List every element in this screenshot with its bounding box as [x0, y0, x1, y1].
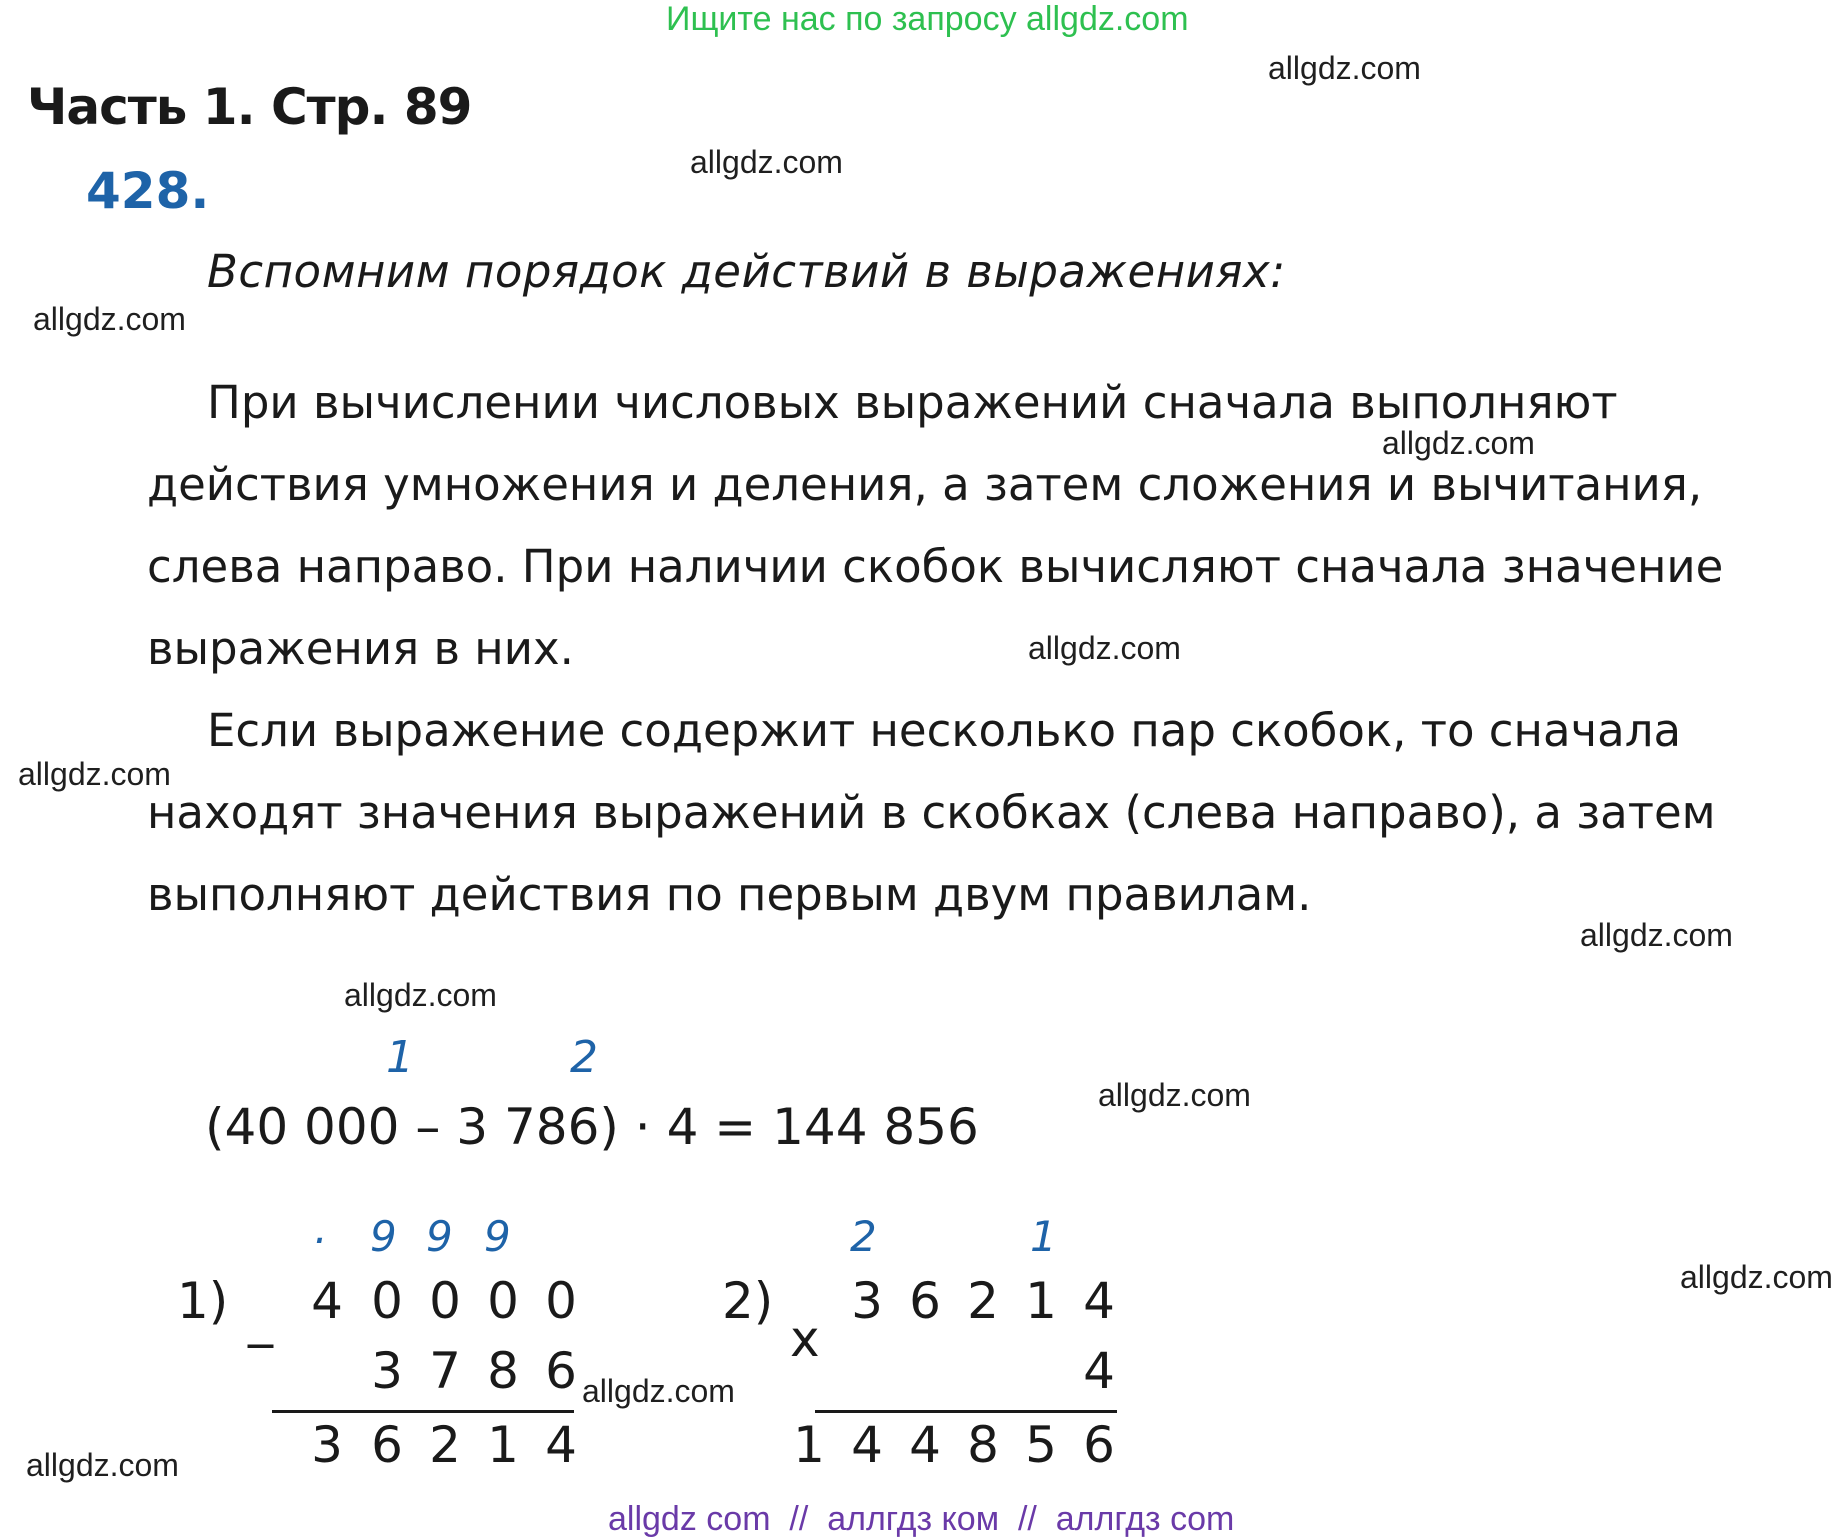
digit: 1 [487, 1416, 519, 1474]
watermark: allgdz.com [1580, 917, 1733, 953]
watermark: allgdz.com [33, 301, 186, 337]
digit: 2 [429, 1416, 461, 1474]
watermark: allgdz.com [26, 1447, 179, 1483]
watermark: allgdz.com [1680, 1259, 1833, 1295]
expression: (40 000 – 3 786) · 4 = 144 856 [205, 1098, 979, 1156]
calc2-top-row [838, 1272, 1128, 1330]
calc2-carry: 1 [1030, 1212, 1057, 1261]
digit: 4 [851, 1416, 883, 1474]
digit: 8 [967, 1416, 999, 1474]
digit: 0 [545, 1272, 577, 1330]
page-heading: Часть 1. Стр. 89 [27, 78, 472, 136]
calc1-carry: 9 [370, 1212, 397, 1261]
calc1-top-row [296, 1272, 590, 1330]
watermark: allgdz.com [1028, 630, 1181, 666]
calc2-label: 2) [722, 1272, 774, 1330]
calc1-label: 1) [177, 1272, 229, 1330]
rule-paragraph: Если выражение содержит несколько пар скобок, то сначала находят значения выражений в скобках (слева направо), а затем выполняют действия по первым двум правилам. [147, 704, 1716, 921]
task-number: 428. [86, 162, 210, 220]
rules-text [147, 362, 1807, 936]
digit: 6 [1083, 1416, 1115, 1474]
calc1-bottom-row [358, 1342, 590, 1400]
digit: 3 [371, 1342, 403, 1400]
footer-links: allgdz com // аллгдз ком // аллгдз com [608, 1500, 1235, 1538]
intro-text: Вспомним порядок действий в выражениях: [207, 245, 1286, 298]
calc1-result-row [296, 1416, 590, 1474]
digit: 7 [429, 1342, 461, 1400]
watermark: allgdz.com [582, 1373, 735, 1409]
digit: 3 [851, 1272, 883, 1330]
digit: 3 [311, 1416, 343, 1474]
digit: 4 [311, 1272, 343, 1330]
calc1-underline [272, 1410, 574, 1413]
digit: 5 [1025, 1416, 1057, 1474]
calc2-carry: 2 [850, 1212, 877, 1261]
calc2-result-row [780, 1416, 1128, 1474]
step-mark: 1 [386, 1032, 414, 1083]
top-banner: Ищите нас по запросу allgdz.com [666, 0, 1189, 38]
calc1-borrow-dot: · [312, 1216, 326, 1265]
calc1-carry: 9 [426, 1212, 453, 1261]
calc2-bottom-row [1070, 1342, 1128, 1400]
watermark: allgdz.com [1098, 1077, 1251, 1113]
calc1-minus-sign: _ [248, 1290, 273, 1348]
watermark: allgdz.com [690, 144, 843, 180]
digit: 0 [371, 1272, 403, 1330]
digit: 2 [967, 1272, 999, 1330]
digit: 8 [487, 1342, 519, 1400]
digit: 6 [545, 1342, 577, 1400]
watermark: allgdz.com [1268, 50, 1421, 86]
digit: 4 [909, 1416, 941, 1474]
watermark: allgdz.com [1382, 425, 1535, 461]
calc2-underline [815, 1410, 1117, 1413]
rule-paragraph: При вычислении числовых выражений сначала выполняют действия умножения и деления, а затем сложения и вычитания, слева направо. При наличии скобок вычисляют сначала значение выражения в них. [147, 376, 1724, 675]
digit: 0 [487, 1272, 519, 1330]
watermark: allgdz.com [18, 756, 171, 792]
calc2-times-sign: x [790, 1310, 820, 1368]
digit: 1 [1025, 1272, 1057, 1330]
digit: 4 [545, 1416, 577, 1474]
digit: 1 [793, 1416, 825, 1474]
digit: 4 [1083, 1272, 1115, 1330]
digit: 6 [371, 1416, 403, 1474]
calc1-carry: 9 [484, 1212, 511, 1261]
digit: 6 [909, 1272, 941, 1330]
digit: 4 [1083, 1342, 1115, 1400]
watermark: allgdz.com [344, 977, 497, 1013]
step-mark: 2 [570, 1032, 598, 1083]
digit: 0 [429, 1272, 461, 1330]
